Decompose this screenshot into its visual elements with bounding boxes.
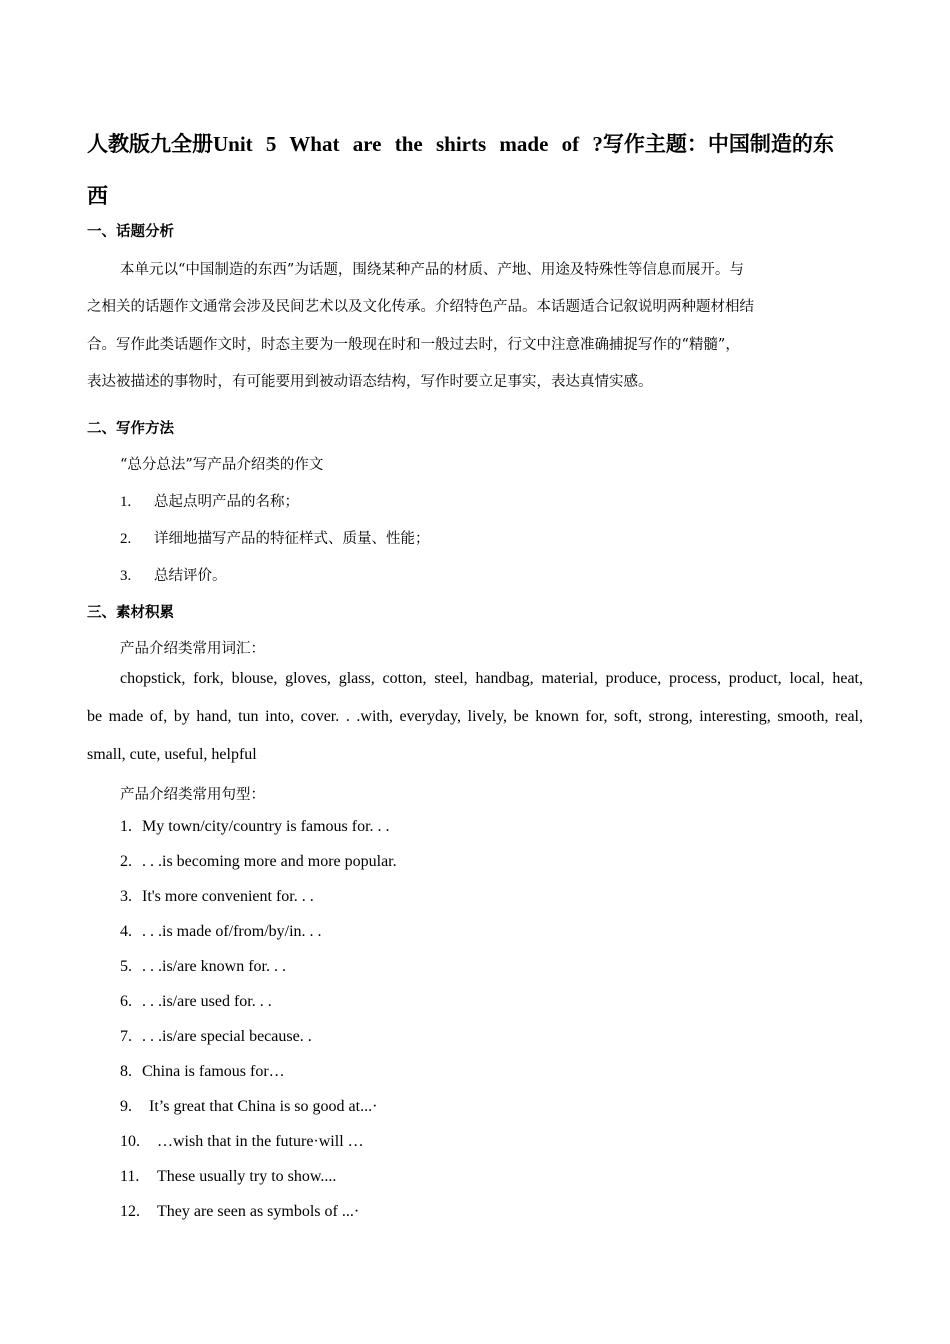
section-heading-topic-analysis: 一、话题分析	[87, 224, 174, 240]
sentence-item	[120, 888, 314, 906]
list-text: . . .is/are special because. .	[142, 1028, 312, 1045]
sentence-item	[120, 1098, 377, 1116]
list-text: 详细地描写产品的特征样式、质量、性能；	[154, 531, 430, 547]
sentence-item	[120, 818, 390, 836]
list-text: …wish that in the future·will …	[157, 1133, 364, 1150]
sentence-item	[120, 1063, 285, 1081]
list-text: 总起点明产品的名称；	[154, 494, 299, 510]
sentence-item	[120, 853, 397, 871]
list-text: . . .is made of/from/by/in. . .	[142, 923, 322, 940]
section-heading-material-accumulation: 三、素材积累	[87, 605, 174, 621]
list-text: . . .is becoming more and more popular.	[142, 853, 397, 870]
list-number: 9.	[120, 1098, 132, 1115]
list-text: . . .is/are used for. . .	[142, 993, 272, 1010]
list-number: 6.	[120, 993, 132, 1010]
list-text: China is famous for…	[142, 1063, 285, 1080]
sentence-item	[120, 1133, 364, 1151]
paragraph-line: 本单元以“中国制造的东西”为话题，围绕某种产品的材质、产地、用途及特殊性等信息而展开。与	[120, 262, 744, 278]
sentence-item	[120, 958, 286, 976]
sentence-item	[120, 1203, 359, 1221]
method-intro: “总分总法”写产品介绍类的作文	[120, 457, 324, 473]
vocab-line: be made of, by hand, tun into, cover. . .with, everyday, lively, be known for, soft, strong, interesting, smooth, real,	[87, 708, 863, 725]
list-text: It's more convenient for. . .	[142, 888, 314, 905]
list-number: 11.	[120, 1168, 140, 1185]
vocab-line: small, cute, useful, helpful	[87, 746, 257, 763]
list-number: 5.	[120, 958, 132, 975]
document-title-line-2: 西	[87, 184, 108, 208]
sentence-item	[120, 1028, 312, 1046]
list-text: These usually try to show....	[157, 1168, 337, 1185]
list-number: 1.	[120, 818, 132, 835]
paragraph-line: 合。写作此类话题作文时，时态主要为一般现在时和一般过去时，行文中注意准确捕捉写作的“精髓”，	[87, 337, 740, 353]
list-number: 10.	[120, 1133, 140, 1150]
list-number: 2.	[120, 531, 132, 547]
method-list-item	[120, 527, 430, 548]
method-list-item	[120, 564, 227, 585]
list-text: My town/city/country is famous for. . .	[142, 818, 390, 835]
list-number: 7.	[120, 1028, 132, 1045]
list-text: They are seen as symbols of ...·	[157, 1203, 360, 1220]
list-number: 2.	[120, 853, 132, 870]
method-list-item	[120, 490, 299, 511]
list-number: 3.	[120, 568, 132, 584]
section-heading-writing-method: 二、写作方法	[87, 421, 174, 437]
list-number: 8.	[120, 1063, 132, 1080]
list-number: 3.	[120, 888, 132, 905]
vocab-label: 产品介绍类常用词汇：	[120, 641, 265, 657]
sentence-item	[120, 923, 322, 941]
list-number: 12.	[120, 1203, 140, 1220]
list-number: 4.	[120, 923, 132, 940]
list-text: 总结评价。	[154, 568, 227, 584]
sentence-item	[120, 993, 272, 1011]
list-text: . . .is/are known for. . .	[142, 958, 286, 975]
sentence-label: 产品介绍类常用句型：	[120, 787, 265, 803]
vocab-line: chopstick, fork, blouse, gloves, glass, cotton, steel, handbag, material, produce, process, product, local, heat,	[120, 670, 863, 687]
paragraph-line: 之相关的话题作文通常会涉及民间艺术以及文化传承。介绍特色产品。本话题适合记叙说明两种题材相结	[87, 299, 754, 315]
list-number: 1.	[120, 494, 132, 510]
list-text: It’s great that China is so good at...·	[149, 1098, 378, 1115]
paragraph-line: 表达被描述的事物时，有可能要用到被动语态结构，写作时要立足事实，表达真情实感。	[87, 374, 653, 390]
sentence-item	[120, 1168, 336, 1186]
document-title-line-1: 人教版九全册Unit 5 What are the shirts made of ?写作主题：中国制造的东	[87, 132, 834, 156]
